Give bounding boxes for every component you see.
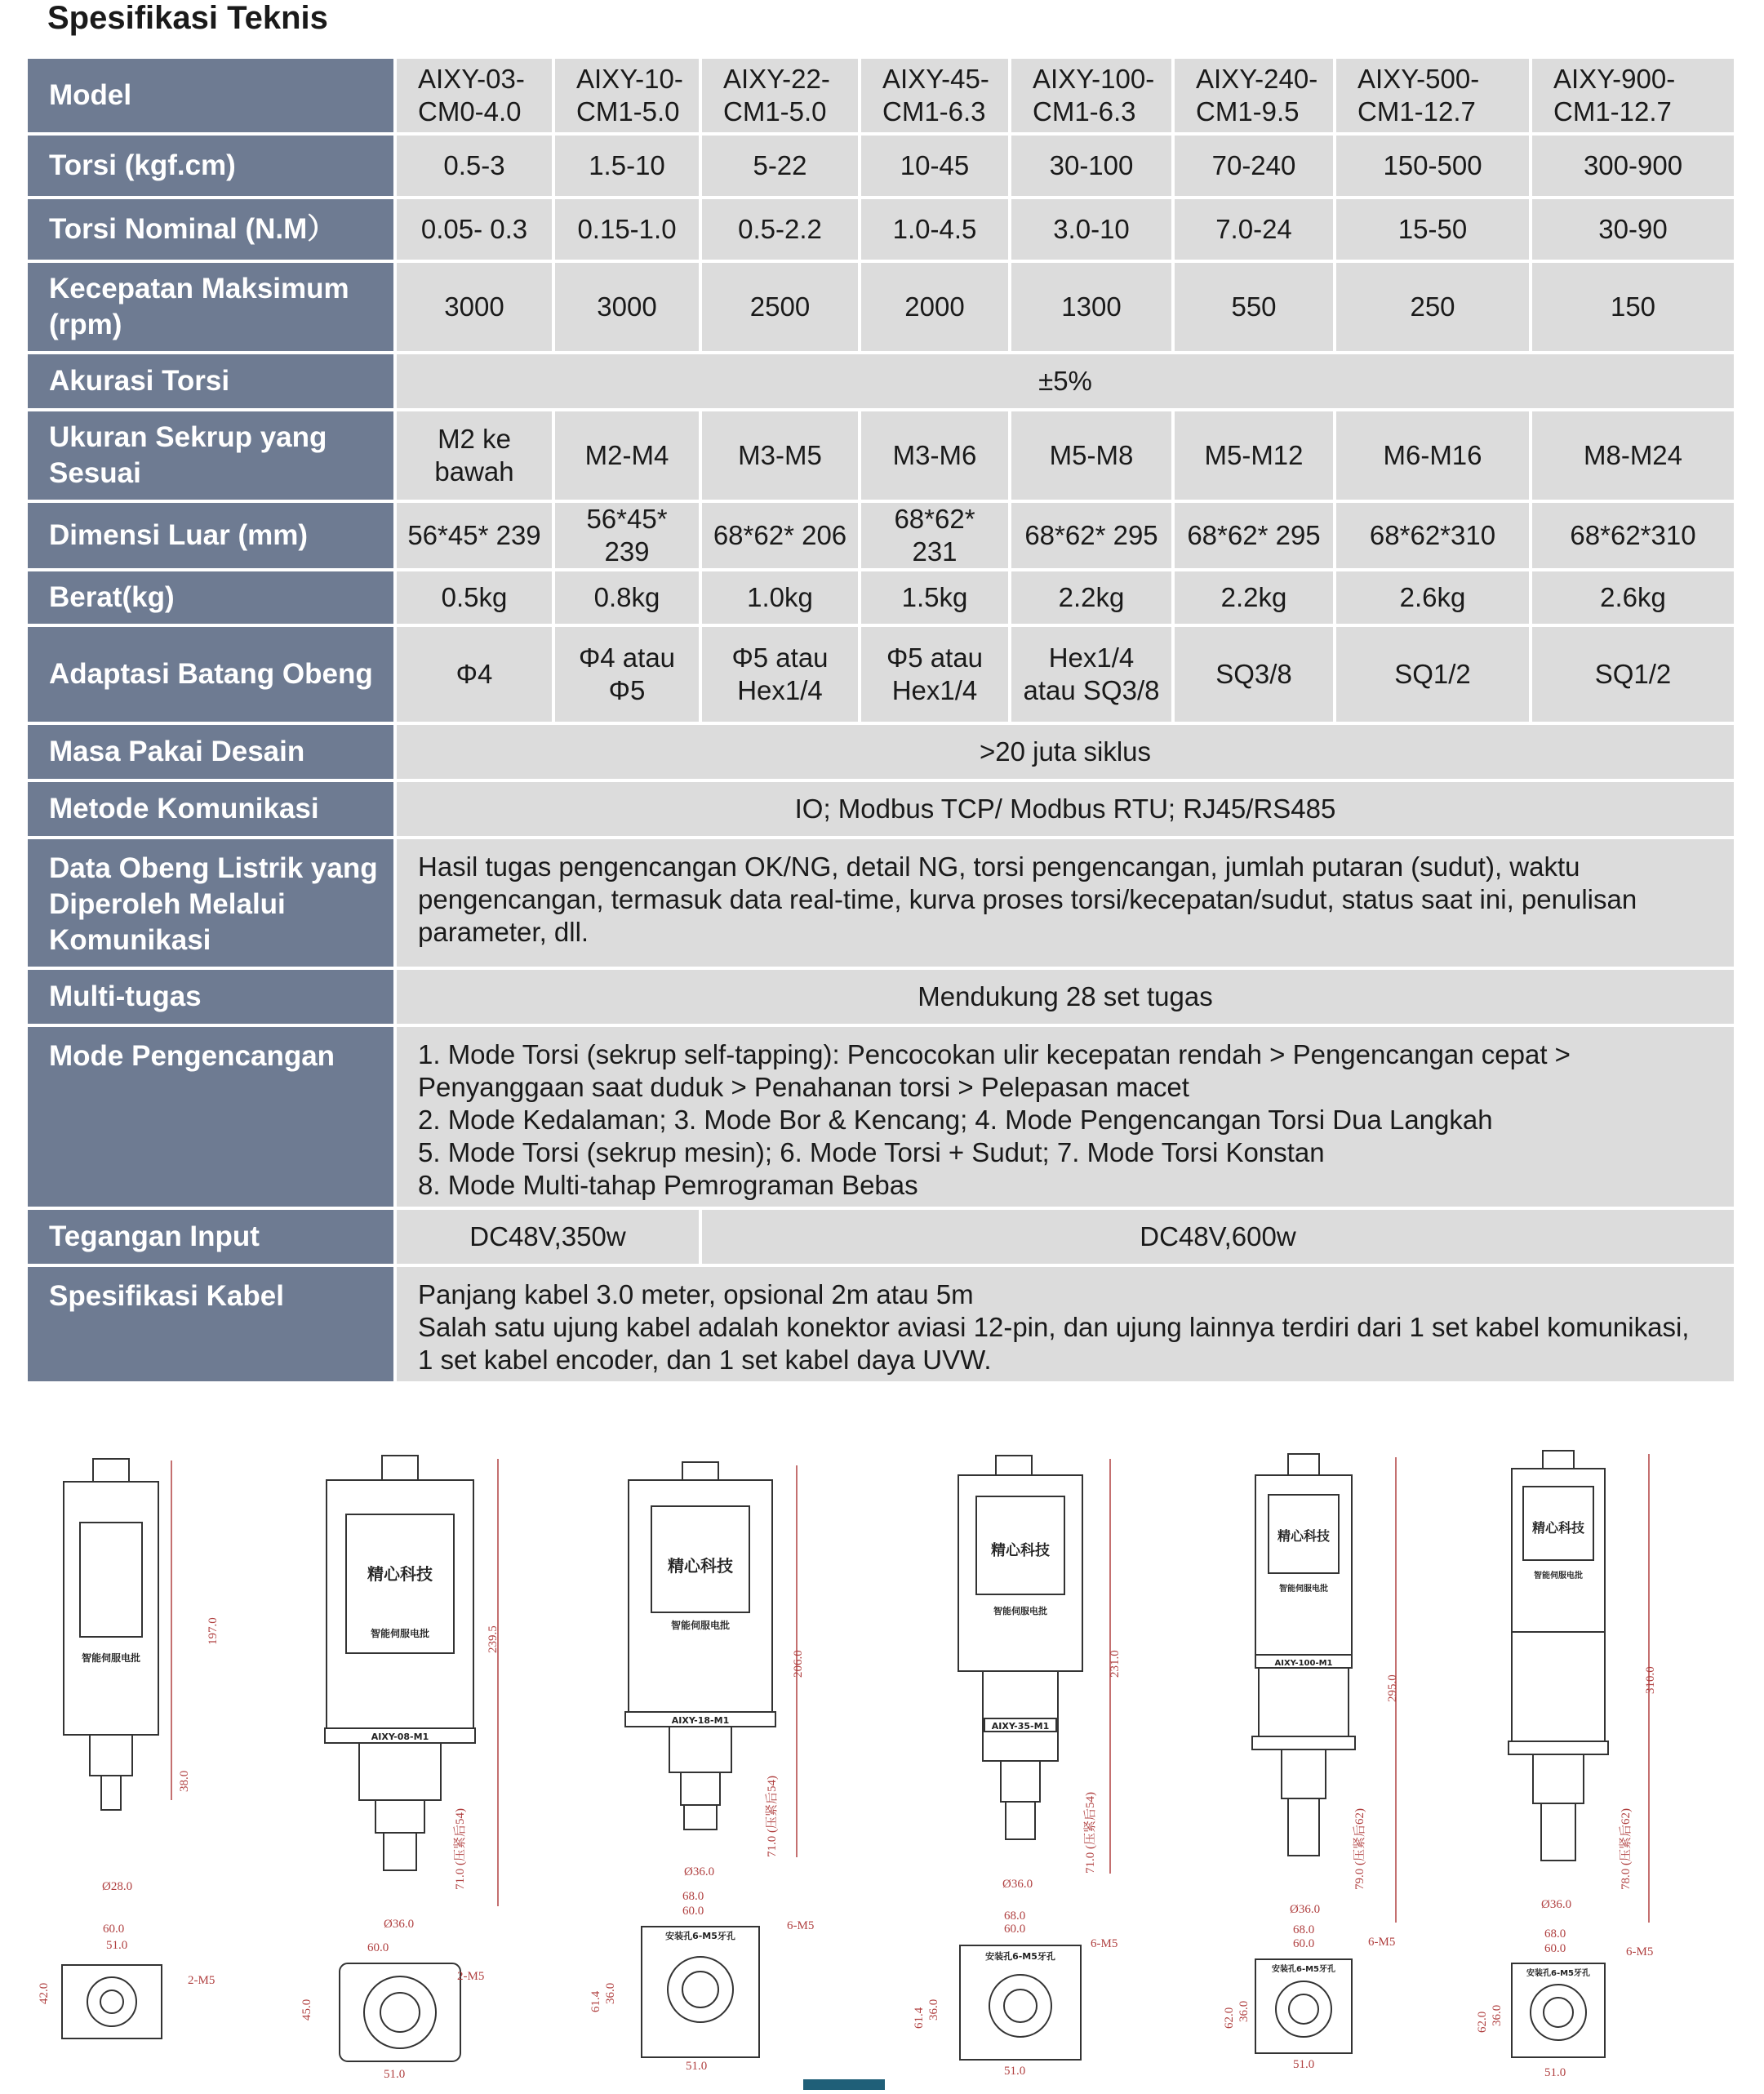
drawing-6 <box>1476 1451 1657 2079</box>
berat-cell: 2.6kg <box>1336 571 1529 624</box>
drawing-3-brand: 精心科技 <box>668 1556 733 1576</box>
kecepatan-cell: 2000 <box>861 263 1008 351</box>
data-obeng-value: Hasil tugas pengencangan OK/NG, detail NG, torsi pengencangan, jumlah putaran (sudut), waktu pengencangan, termasuk data real-time, kurva proses torsi/kecepatan/sudut, status saat ini, penulisan parameter, dll. <box>397 839 1734 967</box>
ukuran-cell: M5-M12 <box>1175 411 1333 500</box>
dimensi-cell: 68*62*310 <box>1336 503 1529 568</box>
torsi-nominal-cell: 0.5-2.2 <box>702 199 858 260</box>
drawing-3-install: 安装孔6-M5牙孔 <box>665 1931 735 1941</box>
label-mode: Mode Pengencangan <box>28 1027 393 1207</box>
dimensi-cell: 56*45* 239 <box>397 503 552 568</box>
torsi-cell: 10-45 <box>861 136 1008 196</box>
torsi-cell: 1.5-10 <box>555 136 699 196</box>
drawing-3-sub: 智能伺服电批 <box>670 1620 731 1631</box>
drawing-4-brand: 精心科技 <box>991 1542 1050 1559</box>
mode-line: 1. Mode Torsi (sekrup self-tapping): Pencocokan ulir kecepatan rendah > Pengencangan cepat > <box>418 1039 1571 1069</box>
label-berat: Berat(kg) <box>28 571 393 624</box>
row-berat <box>28 571 1734 624</box>
masa-value: >20 juta siklus <box>397 725 1734 779</box>
drawing-2-brand: 精心科技 <box>367 1564 433 1584</box>
drawing-5-side2: 36.0 <box>1237 2000 1251 2022</box>
drawing-4-dia: Ø36.0 <box>1002 1878 1033 1891</box>
drawing-5 <box>1223 1454 1399 2071</box>
kecepatan-cell: 250 <box>1336 263 1529 351</box>
adaptasi-cell: Φ4 atau Φ5 <box>555 627 699 722</box>
row-masa <box>28 725 1734 779</box>
drawing-4 <box>913 1456 1122 2078</box>
berat-cell: 0.5kg <box>397 571 552 624</box>
ukuran-cell: M5-M8 <box>1011 411 1171 500</box>
dimensi-cell: 68*62*310 <box>1532 503 1734 568</box>
drawing-5-model: AIXY-100-M1 <box>1274 1659 1333 1668</box>
berat-cell: 1.0kg <box>702 571 858 624</box>
adaptasi-cell: Φ5 atau Hex1/4 <box>861 627 1008 722</box>
row-mode <box>28 1027 1734 1207</box>
adaptasi-cell: SQ1/2 <box>1336 627 1529 722</box>
tegangan-value-1: DC48V,350w <box>397 1210 699 1264</box>
label-ukuran: Ukuran Sekrup yang Sesuai <box>28 411 393 500</box>
row-data-obeng <box>28 839 1734 967</box>
row-akurasi <box>28 354 1734 408</box>
akurasi-value: ±5% <box>397 354 1734 408</box>
page-title: Spesifikasi Teknis <box>47 0 328 36</box>
ukuran-cell: M8-M24 <box>1532 411 1734 500</box>
label-metode: Metode Komunikasi <box>28 782 393 836</box>
torsi-cell: 5-22 <box>702 136 858 196</box>
torsi-cell: 70-240 <box>1175 136 1333 196</box>
drawing-3-base: 71.0 (压紧后54) <box>766 1776 779 1857</box>
drawing-1-dia: Ø28.0 <box>102 1880 133 1893</box>
drawing-1-height: 197.0 <box>207 1617 220 1645</box>
torsi-cell: 300-900 <box>1532 136 1734 196</box>
label-akurasi: Akurasi Torsi <box>28 354 393 408</box>
row-ukuran <box>28 411 1734 500</box>
label-kabel: Spesifikasi Kabel <box>28 1267 393 1381</box>
drawing-2-side: 45.0 <box>300 1998 313 2021</box>
drawing-6-install: 安装孔6-M5牙孔 <box>1526 1969 1591 1978</box>
row-kecepatan <box>28 263 1734 351</box>
row-model <box>28 59 1734 132</box>
model-cell: AIXY-100-CM1-6.3 <box>1011 59 1171 132</box>
dimensi-cell: 68*62* 231 <box>861 503 1008 568</box>
drawing-3-hole: 6-M5 <box>787 1919 815 1932</box>
drawing-2-base: 71.0 (压紧后54) <box>454 1808 467 1890</box>
label-kecepatan: Kecepatan Maksimum (rpm) <box>28 263 393 351</box>
drawing-4-side2: 36.0 <box>927 1998 940 2021</box>
row-multi <box>28 970 1734 1024</box>
model-cell: AIXY-45-CM1-6.3 <box>861 59 1008 132</box>
drawing-6-side2: 36.0 <box>1491 2004 1504 2026</box>
row-torsi-nominal <box>28 199 1734 260</box>
drawing-3-side1: 61.4 <box>589 1990 602 2012</box>
drawing-6-w1: 68.0 <box>1544 1927 1566 1941</box>
drawing-6-brand: 精心科技 <box>1531 1520 1585 1536</box>
drawing-1-side: 42.0 <box>38 1982 51 2004</box>
kecepatan-cell: 550 <box>1175 263 1333 351</box>
kabel-line: Salah satu ujung kabel adalah konektor aviasi 12-pin, dan ujung lainnya terdiri dari 1 set kabel komunikasi, <box>418 1312 1690 1342</box>
label-torsi: Torsi (kgf.cm) <box>28 136 393 196</box>
drawing-2-dia: Ø36.0 <box>384 1918 415 1931</box>
label-multi: Multi-tugas <box>28 970 393 1024</box>
berat-cell: 0.8kg <box>555 571 699 624</box>
label-masa: Masa Pakai Desain <box>28 725 393 779</box>
drawing-4-w1: 68.0 <box>1004 1909 1026 1923</box>
torsi-cell: 150-500 <box>1336 136 1529 196</box>
model-cell: AIXY-10-CM1-5.0 <box>555 59 699 132</box>
drawing-5-base: 79.0 (压紧后62) <box>1353 1808 1366 1890</box>
ukuran-cell: M2-M4 <box>555 411 699 500</box>
label-model: Model <box>28 59 393 132</box>
row-tegangan <box>28 1210 1734 1264</box>
label-tegangan: Tegangan Input <box>28 1210 393 1264</box>
drawing-2-height: 239.5 <box>487 1625 500 1653</box>
drawing-5-height: 295.0 <box>1386 1674 1399 1702</box>
drawing-6-height: 310.0 <box>1644 1666 1657 1694</box>
drawing-1-hole: 2-M5 <box>188 1974 216 1987</box>
dimensi-cell: 68*62* 295 <box>1011 503 1171 568</box>
torsi-cell: 0.5-3 <box>397 136 552 196</box>
drawing-3-w2: 60.0 <box>682 1905 704 1918</box>
drawing-4-install: 安装孔6-M5牙孔 <box>985 1951 1055 1962</box>
kecepatan-cell: 150 <box>1532 263 1734 351</box>
ukuran-cell: M6-M16 <box>1336 411 1529 500</box>
ukuran-cell: M2 ke bawah <box>397 411 552 500</box>
adaptasi-cell: Hex1/4 atau SQ3/8 <box>1011 627 1171 722</box>
drawing-3-model: AIXY-18-M1 <box>671 1715 730 1726</box>
drawing-4-w3: 51.0 <box>1004 2065 1026 2078</box>
drawing-2 <box>300 1456 500 2081</box>
drawing-3-height: 206.0 <box>792 1650 805 1678</box>
row-torsi <box>28 136 1734 196</box>
model-cell: AIXY-500-CM1-12.7 <box>1336 59 1529 132</box>
row-adaptasi <box>28 627 1734 722</box>
model-cell: AIXY-22-CM1-5.0 <box>702 59 858 132</box>
kecepatan-cell: 2500 <box>702 263 858 351</box>
row-metode <box>28 782 1734 836</box>
drawing-1-w2: 51.0 <box>106 1939 128 1952</box>
kecepatan-cell: 3000 <box>397 263 552 351</box>
drawing-1 <box>38 1459 220 2038</box>
spec-table <box>24 56 1737 1385</box>
drawing-6-base: 78.0 (压紧后62) <box>1620 1808 1633 1890</box>
row-kabel <box>28 1267 1734 1381</box>
drawing-5-install: 安装孔6-M5牙孔 <box>1271 1965 1336 1974</box>
drawing-6-side1: 62.0 <box>1476 2011 1489 2033</box>
kabel-line: Panjang kabel 3.0 meter, opsional 2m atau 5m <box>418 1279 974 1309</box>
drawing-5-w3: 51.0 <box>1293 2058 1315 2071</box>
drawing-2-w1: 60.0 <box>367 1941 389 1954</box>
berat-cell: 2.2kg <box>1011 571 1171 624</box>
adaptasi-cell: SQ1/2 <box>1532 627 1734 722</box>
torsi-nominal-cell: 7.0-24 <box>1175 199 1333 260</box>
dimensi-cell: 56*45* 239 <box>555 503 699 568</box>
adaptasi-cell: Φ5 atau Hex1/4 <box>702 627 858 722</box>
drawing-6-w3: 51.0 <box>1544 2066 1566 2079</box>
drawing-3-w3: 51.0 <box>686 2060 708 2073</box>
drawing-4-side1: 61.4 <box>913 2007 926 2029</box>
drawing-3-w1: 68.0 <box>682 1890 704 1903</box>
multi-value: Mendukung 28 set tugas <box>397 970 1734 1024</box>
technical-drawings <box>24 1433 1734 2090</box>
dimensi-cell: 68*62* 295 <box>1175 503 1333 568</box>
drawing-5-dia: Ø36.0 <box>1290 1903 1321 1916</box>
drawing-4-height: 231.0 <box>1109 1650 1122 1678</box>
mode-line: 8. Mode Multi-tahap Pemrograman Bebas <box>418 1170 918 1200</box>
drawing-5-brand: 精心科技 <box>1277 1528 1331 1544</box>
drawing-6-w2: 60.0 <box>1544 1942 1566 1955</box>
kecepatan-cell: 3000 <box>555 263 699 351</box>
drawing-6-sub: 智能伺服电批 <box>1534 1572 1583 1581</box>
torsi-nominal-cell: 3.0-10 <box>1011 199 1171 260</box>
torsi-cell: 30-100 <box>1011 136 1171 196</box>
footer-tab <box>803 2079 885 2090</box>
torsi-nominal-cell: 1.0-4.5 <box>861 199 1008 260</box>
berat-cell: 2.6kg <box>1532 571 1734 624</box>
label-adaptasi: Adaptasi Batang Obeng <box>28 627 393 722</box>
model-cell: AIXY-900-CM1-12.7 <box>1532 59 1734 132</box>
drawing-4-hole: 6-M5 <box>1091 1937 1118 1950</box>
drawing-6-dia: Ø36.0 <box>1541 1898 1572 1911</box>
dimensi-cell: 68*62* 206 <box>702 503 858 568</box>
ukuran-cell: M3-M6 <box>861 411 1008 500</box>
drawing-5-w2: 60.0 <box>1293 1937 1315 1950</box>
metode-value: IO; Modbus TCP/ Modbus RTU; RJ45/RS485 <box>397 782 1734 836</box>
drawing-5-side1: 62.0 <box>1223 2007 1236 2029</box>
torsi-nominal-cell: 15-50 <box>1336 199 1529 260</box>
drawing-1-base: 38.0 <box>178 1770 191 1792</box>
drawings-svg <box>24 1433 1734 2090</box>
drawing-3 <box>589 1462 814 2073</box>
drawing-2-hole: 2-M5 <box>457 1970 485 1983</box>
label-torsi-nominal: Torsi Nominal (N.M） <box>28 199 393 260</box>
drawing-2-sub: 智能伺服电批 <box>370 1628 430 1639</box>
model-cell: AIXY-240-CM1-9.5 <box>1175 59 1333 132</box>
row-dimensi <box>28 503 1734 568</box>
torsi-nominal-cell: 0.05- 0.3 <box>397 199 552 260</box>
ukuran-cell: M3-M5 <box>702 411 858 500</box>
drawing-1-w1: 60.0 <box>103 1923 125 1936</box>
drawing-3-dia: Ø36.0 <box>684 1865 715 1878</box>
drawing-3-side2: 36.0 <box>604 1982 617 2004</box>
drawing-5-hole: 6-M5 <box>1368 1936 1396 1949</box>
label-data-obeng: Data Obeng Listrik yang Diperoleh Melalui Komunikasi <box>28 839 393 967</box>
drawing-4-w2: 60.0 <box>1004 1923 1026 1936</box>
mode-line: 2. Mode Kedalaman; 3. Mode Bor & Kencang; 4. Mode Pengencangan Torsi Dua Langkah <box>418 1105 1493 1135</box>
drawing-2-model: AIXY-08-M1 <box>371 1732 429 1742</box>
mode-value <box>397 1027 1734 1207</box>
drawing-5-sub: 智能伺服电批 <box>1279 1585 1328 1594</box>
drawing-6-hole: 6-M5 <box>1626 1945 1654 1958</box>
drawing-1-sub: 智能伺服电批 <box>81 1652 141 1664</box>
adaptasi-cell: Φ4 <box>397 627 552 722</box>
mode-line: Penyanggaan saat duduk > Penahanan torsi > Pelepasan macet <box>418 1072 1189 1102</box>
mode-line: 5. Mode Torsi (sekrup mesin); 6. Mode Torsi + Sudut; 7. Mode Torsi Konstan <box>418 1137 1325 1167</box>
berat-cell: 1.5kg <box>861 571 1008 624</box>
tegangan-value-2: DC48V,600w <box>702 1210 1734 1264</box>
drawing-5-w1: 68.0 <box>1293 1923 1315 1936</box>
drawing-2-w2: 51.0 <box>384 2068 406 2081</box>
drawing-4-sub: 智能伺服电批 <box>993 1606 1047 1616</box>
torsi-nominal-cell: 0.15-1.0 <box>555 199 699 260</box>
torsi-nominal-cell: 30-90 <box>1532 199 1734 260</box>
drawing-4-model: AIXY-35-M1 <box>991 1721 1050 1732</box>
kecepatan-cell: 1300 <box>1011 263 1171 351</box>
berat-cell: 2.2kg <box>1175 571 1333 624</box>
label-dimensi: Dimensi Luar (mm) <box>28 503 393 568</box>
model-cell: AIXY-03-CM0-4.0 <box>397 59 552 132</box>
adaptasi-cell: SQ3/8 <box>1175 627 1333 722</box>
drawing-4-base: 71.0 (压紧后54) <box>1084 1792 1097 1874</box>
kabel-value <box>397 1267 1734 1381</box>
kabel-line: 1 set kabel encoder, dan 1 set kabel daya UVW. <box>418 1345 992 1375</box>
